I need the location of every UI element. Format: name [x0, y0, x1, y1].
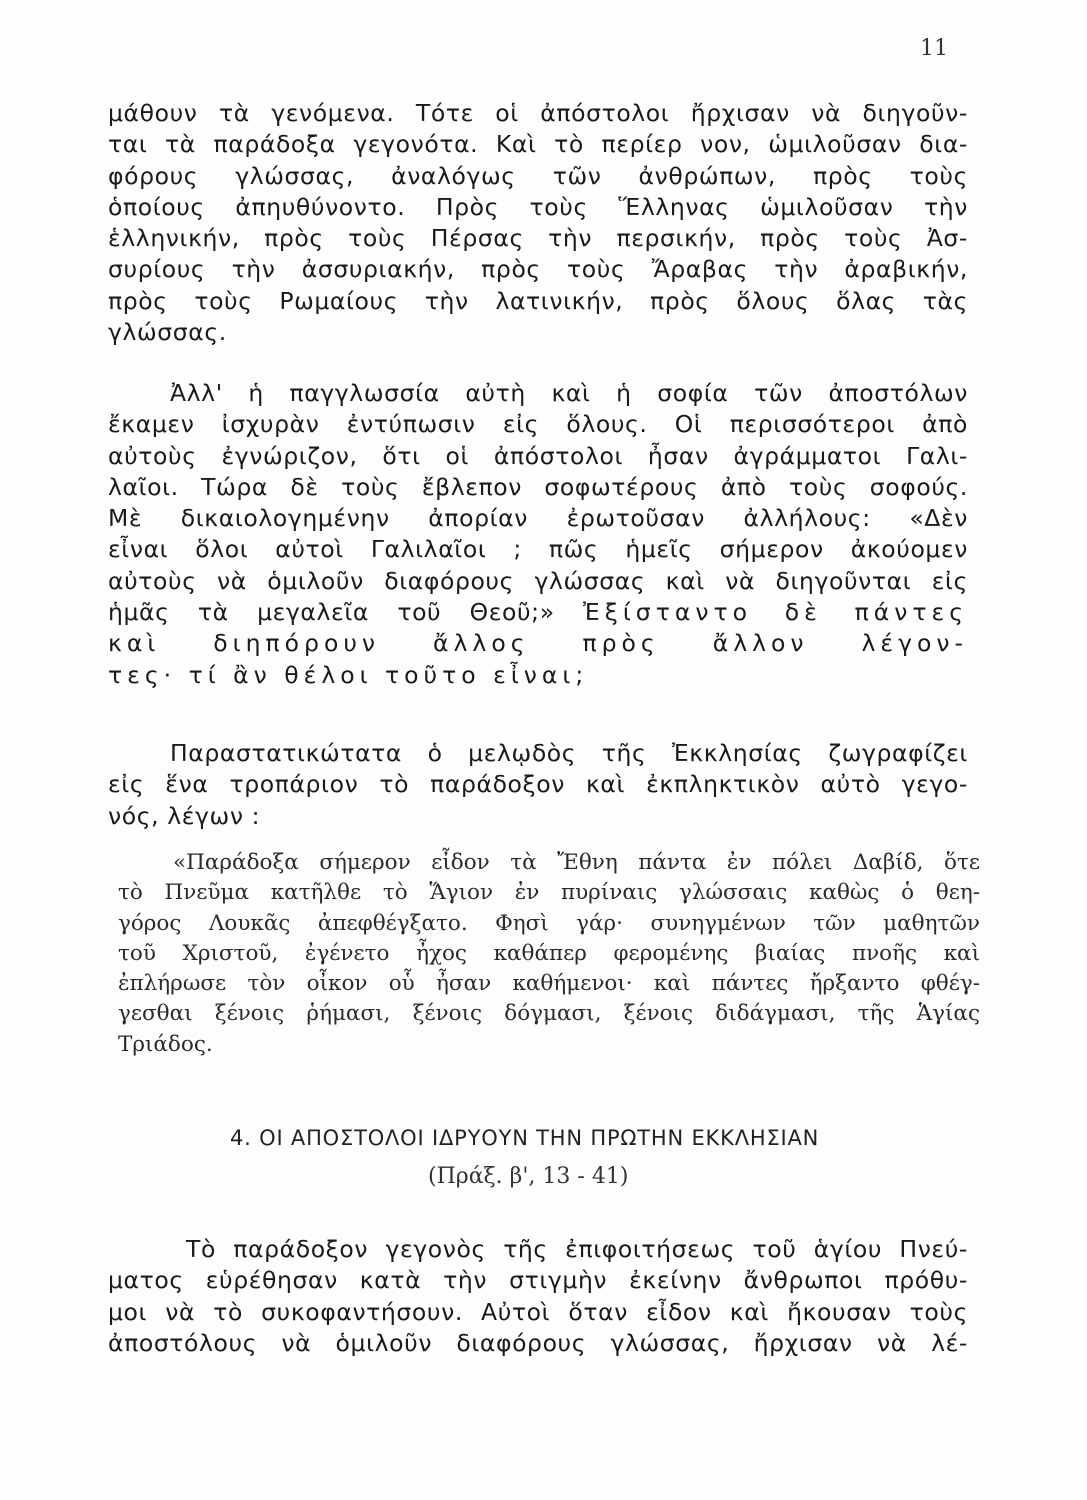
text-line: λαῖοι. Τώρα δὲ τοὺς ἔβλεπον σοφωτέρους ἀπὸ τοὺς σοφούς. [108, 472, 968, 501]
text-line: μάθουν τὰ γενόμενα. Τότε οἱ ἀπόστολοι ἤρχισαν νὰ διηγοῦν- [108, 99, 968, 127]
text-line: ματος εὑρέθησαν κατὰ τὴν στιγμὴν ἐκείνην ἄνθρωποι πρόθυ- [108, 1266, 968, 1295]
text-line: τὸ Πνεῦμα κατῆλθε τὸ Ἅγιον ἐν πυρίναις γλώσσαις καθὼς ὁ θεη- [118, 880, 980, 906]
text-line: αὐτοὺς ἐγνώριζον, ὅτι οἱ ἀπόστολοι ἦσαν ἀγράμματοι Γαλι- [108, 441, 968, 470]
text-line: ἑλληνικήν, πρὸς τοὺς Πέρσας τὴν περσικήν, πρὸς τοὺς Ἀσ- [108, 224, 968, 253]
text-line: πρὸς τοὺς Ρωμαίους τὴν λατινικήν, πρὸς ὅλους ὅλας τὰς [108, 286, 968, 315]
text-line: Μὲ δικαιολογημένην ἀπορίαν ἐρωτοῦσαν ἀλλήλους: «Δὲν [108, 504, 968, 533]
text-line: μοι νὰ τὸ συκοφαντήσουν. Αὐτοὶ ὅταν εἶδον καὶ ἤκουσαν τοὺς [108, 1297, 968, 1326]
hymn-quote [118, 848, 980, 1060]
text-line: ἐπλήρωσε τὸν οἶκον οὗ ἦσαν καθήμενοι· καὶ πάντες ἤρξαντο φθέγ- [118, 971, 980, 997]
text-line: Τὸ παράδοξον γεγονὸς τῆς ἐπιφοιτήσεως τοῦ ἁγίου Πνεύ- [186, 1235, 968, 1263]
text-line: ἀποστόλους νὰ ὁμιλοῦν διαφόρους γλώσσας, ἤρχισαν νὰ λέ- [108, 1328, 968, 1357]
paragraph-3 [108, 738, 968, 832]
text-line: τοῦ Χριστοῦ, ἐγένετο ἦχος καθάπερ φερομένης βιαίας πνοῆς καὶ [118, 940, 980, 966]
text-line: ται τὰ παράδοξα γεγονότα. Καὶ τὸ περίερ νον, ὡμιλοῦσαν δια- [108, 130, 968, 159]
text-line [108, 597, 968, 628]
text-line: αὐτοὺς νὰ ὁμιλοῦν διαφόρους γλώσσας καὶ νὰ διηγοῦνται εἰς [108, 566, 968, 595]
section-reference: (Πράξ. β', 13 - 41) [428, 1164, 629, 1189]
text-line: εἰς ἕνα τροπάριον τὸ παράδοξον καὶ ἐκπληκτικὸν αὐτὸ γεγο- [108, 770, 968, 799]
paragraph-2 [108, 378, 968, 691]
text-line: Παραστατικώτατα ὁ μελῳδὸς τῆς Ἐκκλησίας ζωγραφίζει [170, 739, 968, 767]
spaced-text-line: καὶ διηπόρουν ἄλλος πρὸς ἄλλον λέγον- [108, 629, 968, 658]
spaced-text-line: τες· τί ἂν θέλοι τοῦτο εἶναι; [108, 660, 589, 689]
text-line: φόρους γλώσσας, ἀναλόγως τῶν ἀνθρώπων, πρὸς τοὺς [108, 161, 968, 190]
text-line: γεσθαι ξένοις ῥήμασι, ξένοις δόγμασι, ξένοις διδάγμασι, τῆς Ἁγίας [118, 1001, 980, 1027]
text-line: συρίους τὴν ἀσσυριακήν, πρὸς τοὺς Ἄραβας τὴν ἀραβικήν, [108, 255, 968, 284]
text-line: Τριάδος. [118, 1031, 213, 1057]
text-line: γλώσσας. [108, 318, 227, 347]
text-line: ἔκαμεν ἰσχυρὰν ἐντύπωσιν εἰς ὅλους. Οἱ περισσότεροι ἀπὸ [108, 410, 968, 439]
text-line: νός, λέγων : [108, 801, 261, 830]
spaced-text: Ἐξίσταντο δὲ πάντες [583, 598, 968, 627]
text-line: εἶναι ὅλοι αὐτοὶ Γαλιλαῖοι ; πῶς ἡμεῖς σήμερον ἀκούομεν [108, 535, 968, 564]
paragraph-1 [108, 98, 968, 348]
text-fragment: ἡμᾶς τὰ μεγαλεῖα τοῦ Θεοῦ;» [108, 598, 584, 627]
page-number: 11 [920, 36, 948, 61]
section-title: 4. ΟΙ ΑΠΟΣΤΟΛΟΙ ΙΔΡΥΟΥΝ ΤΗΝ ΠΡΩΤΗΝ ΕΚΚΛΗΣΙΑΝ [230, 1126, 820, 1150]
paragraph-4 [108, 1234, 968, 1359]
text-line: ὁποίους ἀπηυθύνοντο. Πρὸς τοὺς Ἕλληνας ὡμιλοῦσαν τὴν [108, 192, 968, 221]
text-line: Ἀλλ' ἡ παγγλωσσία αὐτὴ καὶ ἡ σοφία τῶν ἀποστόλων [170, 379, 968, 407]
text-line: γόρος Λουκᾶς ἀπεφθέγξατο. Φησὶ γάρ· συνηγμένων τῶν μαθητῶν [118, 910, 980, 936]
text-line: «Παράδοξα σήμερον εἶδον τὰ Ἔθνη πάντα ἐν πόλει Δαβίδ, ὅτε [173, 850, 980, 875]
